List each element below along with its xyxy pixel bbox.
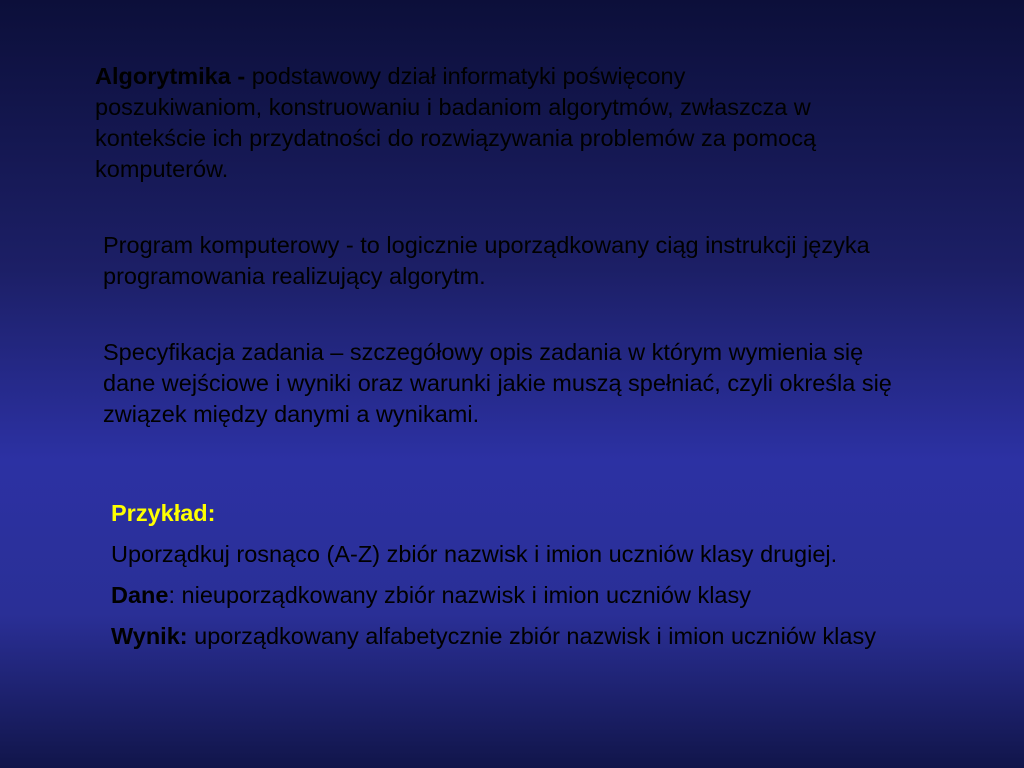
example-result [111, 621, 911, 652]
example-result-label: Wynik: [111, 623, 188, 649]
example-result-text: uporządkowany alfabetycznie zbiór nazwisk i imion uczniów klasy [187, 623, 876, 649]
algorytmika-term: Algorytmika - [95, 63, 252, 89]
algorytmika-definition-text: podstawowy dział informatyki poświęcony poszukiwaniom, konstruowaniu i badaniom algorytmów, zwłaszcza w kontekście ich przydatności do rozwiązywania problemów za pomocą komputerów. [95, 63, 817, 182]
example-data-label: Dane [111, 582, 169, 608]
example-section [111, 498, 911, 662]
example-data [111, 580, 911, 611]
example-task: Uporządkuj rosnąco (A-Z) zbiór nazwisk i imion uczniów klasy drugiej. [111, 541, 838, 567]
example-heading: Przykład: [111, 500, 216, 526]
example-data-text: : nieuporządkowany zbiór nazwisk i imion uczniów klasy [168, 582, 752, 608]
program-paragraph: Program komputerowy - to logicznie uporządkowany ciąg instrukcji języka programowania realizujący algorytm. [103, 232, 870, 289]
algorytmika-definition [95, 61, 855, 185]
algorytmika-paragraph [95, 61, 855, 185]
specyfikacja-paragraph: Specyfikacja zadania – szczegółowy opis zadania w którym wymienia się dane wejściowe i wyniki oraz warunki jakie muszą spełniać, czyli określa się związek między danymi a wynikami. [103, 339, 892, 427]
specyfikacja-definition [103, 337, 903, 430]
program-definition [103, 230, 903, 292]
